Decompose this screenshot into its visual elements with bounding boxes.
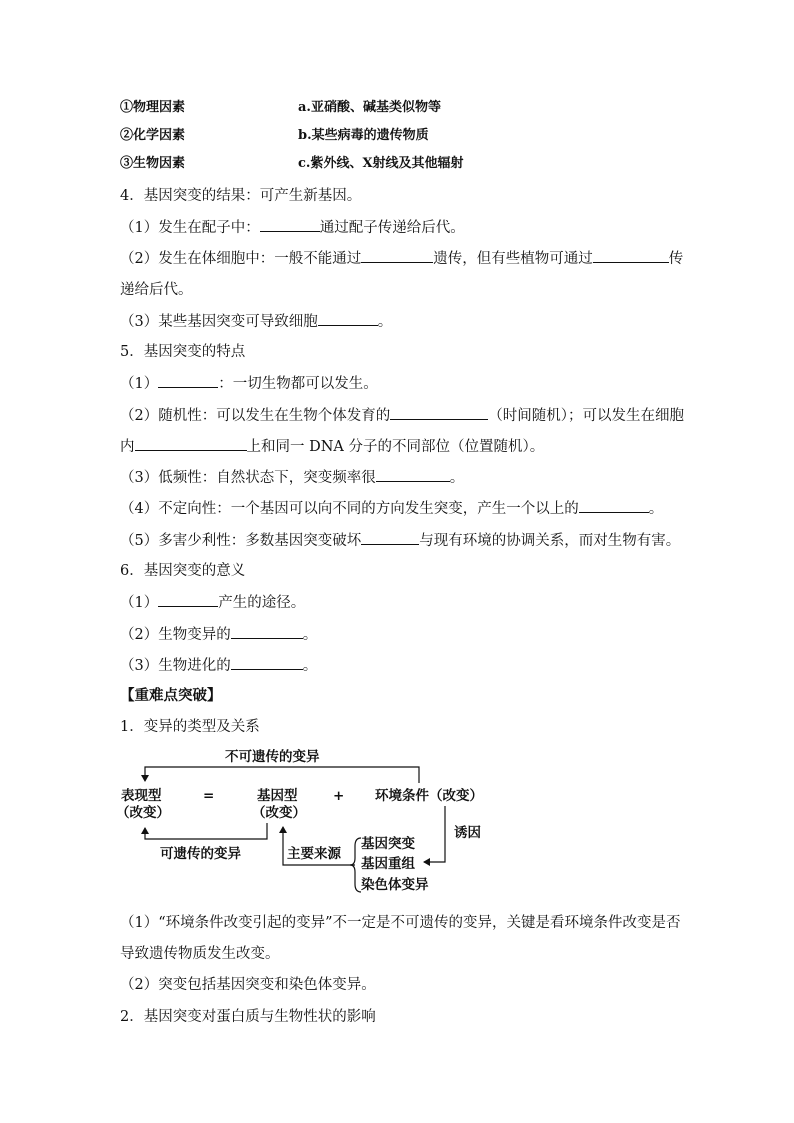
matching-left-2: ②化学因素 — [120, 128, 186, 143]
note-1-cont: 导致遗传物质发生改变。 — [120, 946, 280, 962]
note-1: （1）“环境条件改变引起的变异”不一定是不可遗传的变异，关键是看环境条件改变是否 — [120, 915, 681, 931]
section-5-title: 5．基因突变的特点 — [120, 344, 246, 360]
matching-right-b: b.某些病毒的遗传物质 — [298, 128, 429, 143]
section-6-title: 6．基因突变的意义 — [120, 563, 246, 579]
s5-item-2-cont: 内 上和同一 DNA 分子的不同部位（位置随机）。 — [120, 436, 544, 457]
s5-item-2: （2）随机性：可以发生在生物个体发育的 （时间随机）；可以发生在细胞 — [120, 405, 684, 426]
s6-item-3: （3）生物进化的 。 — [120, 655, 317, 676]
s4-item-3: （3）某些基因突变可导致细胞 。 — [120, 311, 392, 332]
matching-left-1: ①物理因素 — [120, 100, 186, 115]
s6-item-1: （1） 产生的途径。 — [120, 592, 305, 613]
label-phenotype-sub: （改变） — [116, 805, 170, 821]
label-induce: 诱因 — [454, 825, 481, 841]
arrow-heritable — [145, 823, 267, 839]
arrow-induce — [424, 806, 445, 862]
s5-item-5: （5）多害少利性：多数基因突变破坏 与现有环境的协调关系，而对生物有害。 — [120, 530, 680, 551]
label-heritable: 可遗传的变异 — [160, 846, 241, 862]
source-chromosome-variation: 染色体变异 — [361, 877, 429, 893]
matching-right-a: a.亚硝酸、碱基类似物等 — [298, 100, 441, 115]
arrow-non-heritable — [145, 767, 419, 783]
key-points-heading: 【重难点突破】 — [120, 687, 222, 704]
source-gene-recombination: 基因重组 — [361, 856, 415, 872]
key-topic-2: 2．基因突变对蛋白质与生物性状的影响 — [120, 1009, 376, 1025]
s4-item-1: （1）发生在配子中： 通过配子传递给后代。 — [120, 217, 465, 238]
s5-item-3: （3）低频性：自然状态下，突变频率很 。 — [120, 467, 464, 488]
s4-item-2-cont: 递给后代。 — [120, 282, 193, 298]
label-equals: = — [203, 788, 215, 804]
s5-item-1: （1） ：一切生物都可以发生。 — [120, 373, 378, 394]
label-phenotype: 表现型 — [121, 788, 162, 804]
matching-right-c: c.紫外线、X射线及其他辐射 — [298, 156, 464, 171]
section-4-title: 4．基因突变的结果：可产生新基因。 — [120, 188, 362, 204]
label-genotype-sub: （改变） — [252, 805, 306, 821]
matching-left-3: ③生物因素 — [120, 156, 186, 171]
label-genotype: 基因型 — [257, 788, 298, 804]
label-main-source: 主要来源 — [287, 846, 341, 862]
s5-item-4: （4）不定向性：一个基因可以向不同的方向发生突变，产生一个以上的 。 — [120, 498, 663, 519]
label-environment: 环境条件（改变） — [375, 788, 483, 804]
label-plus: + — [333, 788, 345, 804]
source-gene-mutation: 基因突变 — [361, 836, 415, 852]
note-2: （2）突变包括基因突变和染色体变异。 — [120, 977, 376, 993]
label-non-heritable: 不可遗传的变异 — [225, 749, 320, 765]
s6-item-2: （2）生物变异的 。 — [120, 624, 317, 645]
key-topic-1: 1．变异的类型及关系 — [120, 719, 260, 735]
brace-sources — [350, 838, 361, 892]
s4-item-2: （2）发生在体细胞中：一般不能通过 遗传，但有些植物可通过 传 — [120, 248, 683, 269]
